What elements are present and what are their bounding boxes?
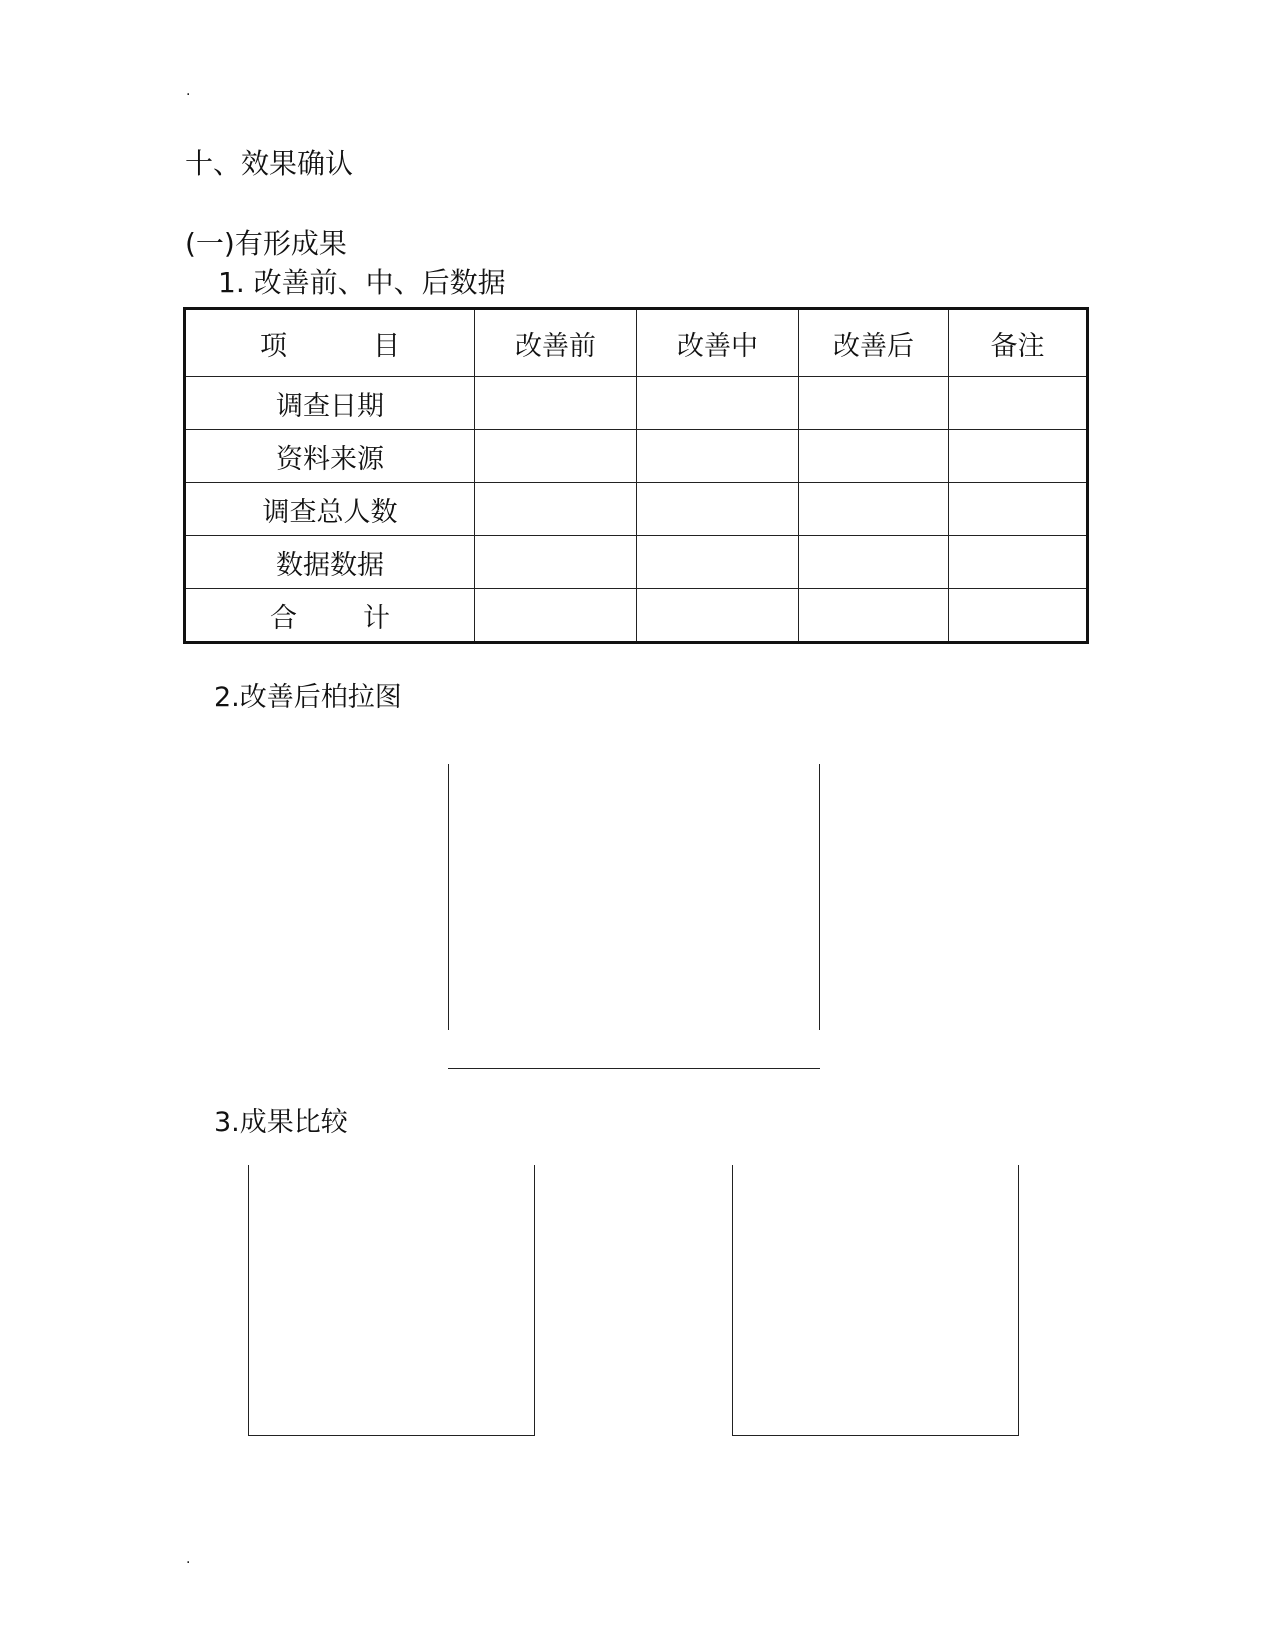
pareto-baseline: [448, 1068, 820, 1069]
pareto-left-axis: [448, 764, 449, 1030]
total-label: 合 计: [269, 602, 390, 634]
comparison-box-left: [248, 1165, 535, 1436]
header-during: 改善中: [636, 309, 798, 377]
header-remarks: 备注: [949, 309, 1088, 377]
cell-before: [474, 430, 636, 483]
page-top-marker: .: [186, 83, 191, 99]
header-item: [185, 309, 475, 377]
item1-title: 1. 改善前、中、后数据: [218, 266, 506, 299]
improvement-data-table: [183, 307, 1089, 644]
table-header-row: [185, 309, 1088, 377]
item3-title: 3.成果比较: [214, 1107, 348, 1138]
cell-remarks: [949, 430, 1088, 483]
cell-after: [799, 589, 949, 643]
cell-after: [799, 536, 949, 589]
row-label: 调查日期: [185, 377, 475, 430]
header-after: 改善后: [799, 309, 949, 377]
row-label: 调查总人数: [185, 483, 475, 536]
cell-during: [636, 589, 798, 643]
row-label: 资料来源: [185, 430, 475, 483]
subsection-title: (一)有形成果: [185, 227, 347, 260]
cell-during: [636, 483, 798, 536]
cell-remarks: [949, 589, 1088, 643]
section-title: 十、效果确认: [185, 147, 354, 180]
table-row: [185, 430, 1088, 483]
cell-remarks: [949, 483, 1088, 536]
cell-before: [474, 536, 636, 589]
table-row-total: [185, 589, 1088, 643]
row-label-total: [185, 589, 475, 643]
item2-title: 2.改善后柏拉图: [214, 682, 402, 713]
cell-remarks: [949, 536, 1088, 589]
cell-during: [636, 377, 798, 430]
header-before: 改善前: [474, 309, 636, 377]
table-row: [185, 377, 1088, 430]
cell-before: [474, 377, 636, 430]
cell-before: [474, 589, 636, 643]
table-row: [185, 536, 1088, 589]
pareto-right-axis: [819, 764, 820, 1030]
row-label: 数据数据: [185, 536, 475, 589]
cell-after: [799, 483, 949, 536]
cell-after: [799, 430, 949, 483]
header-item-label: 项 目: [259, 330, 400, 362]
cell-before: [474, 483, 636, 536]
table-row: [185, 483, 1088, 536]
cell-after: [799, 377, 949, 430]
page-bottom-marker: .: [186, 1551, 191, 1567]
cell-remarks: [949, 377, 1088, 430]
comparison-box-right: [732, 1165, 1019, 1436]
cell-during: [636, 430, 798, 483]
cell-during: [636, 536, 798, 589]
